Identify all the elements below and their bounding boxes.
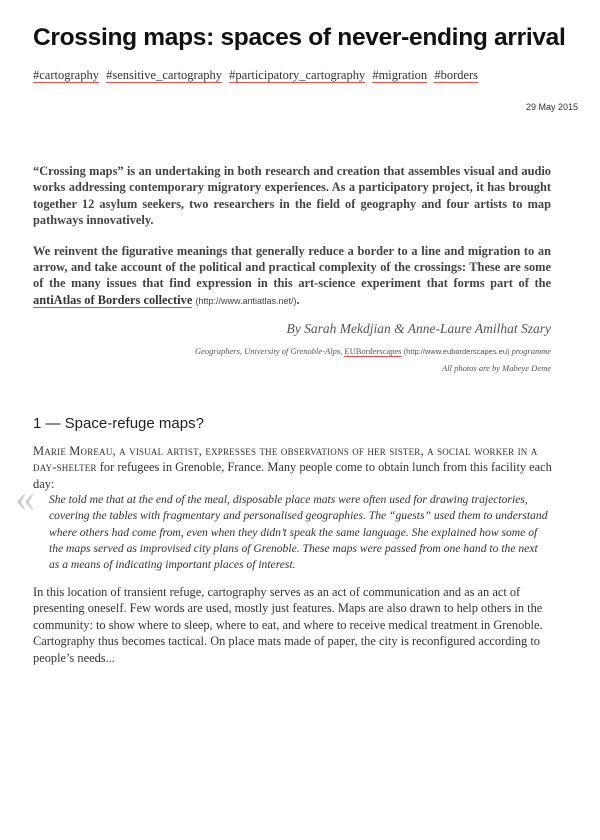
article-title: Crossing maps: spaces of never-ending arrival	[33, 24, 566, 51]
antiatlas-link[interactable]: antiAtlas of Borders collective	[33, 292, 193, 307]
publish-date: 29 May 2015	[525, 102, 578, 112]
lead-smallcaps: Marie Moreau, a visual artist, expresses the observations of her sister, a social worker in a day-shelter	[33, 444, 538, 475]
euborderscapes-url[interactable]: (http://www.euborderscapes.eu)	[403, 347, 510, 356]
tag-cartography[interactable]: #cartography	[33, 68, 99, 82]
quote-mark-icon: «	[15, 475, 35, 520]
affiliation-prefix: Geographers, University of Grenoble-Alps,	[195, 346, 345, 356]
author-affiliation	[195, 346, 551, 356]
tag-participatory-cartography[interactable]: #participatory_cartography	[229, 68, 366, 82]
intro-paragraph-2-text: We reinvent the figurative meanings that generally reduce a border to a line and migration to an arrow, and take account of the political and practical complexity of the crossings: These are some of the many issues that find expression in this art-science experiment that forms part of the	[33, 243, 551, 291]
tag-sensitive-cartography[interactable]: #sensitive_cartography	[106, 68, 223, 82]
intro-paragraph-1: “Crossing maps” is an undertaking in both research and creation that assembles visual and audio works addressing contemporary migratory experiences. As a participatory project, it has brought together 12 asylum seekers, two researchers in the field of geography and four artists to map pathways innovatively.	[33, 164, 551, 228]
section-lead	[33, 443, 553, 492]
affiliation-suffix: programme	[509, 346, 551, 356]
section-heading: 1 — Space-refuge maps?	[33, 415, 204, 432]
blockquote: She told me that at the end of the meal, disposable place mats were often used for drawing trajectories, covering the tables with fragmentary and personalised geographies. The “guests” used them to understand where others had come from, even when they didn’t speak the same language. She explained how some of the maps served as improvised city plans of Grenoble. These maps were passed from one hand to the next as a means of indicating important places of interest.	[49, 493, 548, 572]
intro-paragraph-2	[33, 243, 551, 310]
euborderscapes-link[interactable]: EUBorderscapes	[344, 346, 402, 356]
intro-paragraph-2-end: .	[296, 292, 300, 307]
body-paragraph: In this location of transient refuge, cartography serves as an act of communication and as an act of presenting oneself. Few words are used, mostly just features. Maps are also drawn to help others in the community: to show where to sleep, where to eat, and where to receive medical treatment in Grenoble. Cartography thus becomes tactical. On place mats made of paper, the city is reconfigured according to people’s needs...	[33, 585, 543, 665]
intro-section	[33, 163, 551, 323]
tag-migration[interactable]: #migration	[372, 68, 428, 82]
lead-rest: for refugees in Grenoble, France. Many people come to obtain lunch from this facility each day:	[33, 460, 552, 491]
photo-credit: All photos are by Mabeye Deme	[442, 363, 551, 373]
tag-borders[interactable]: #borders	[434, 68, 479, 82]
author-byline: By Sarah Mekdjian & Anne-Laure Amilhat Szary	[286, 321, 551, 336]
antiatlas-url[interactable]: (http://www.antiatlas.net/)	[195, 295, 297, 306]
tag-list	[33, 68, 482, 83]
